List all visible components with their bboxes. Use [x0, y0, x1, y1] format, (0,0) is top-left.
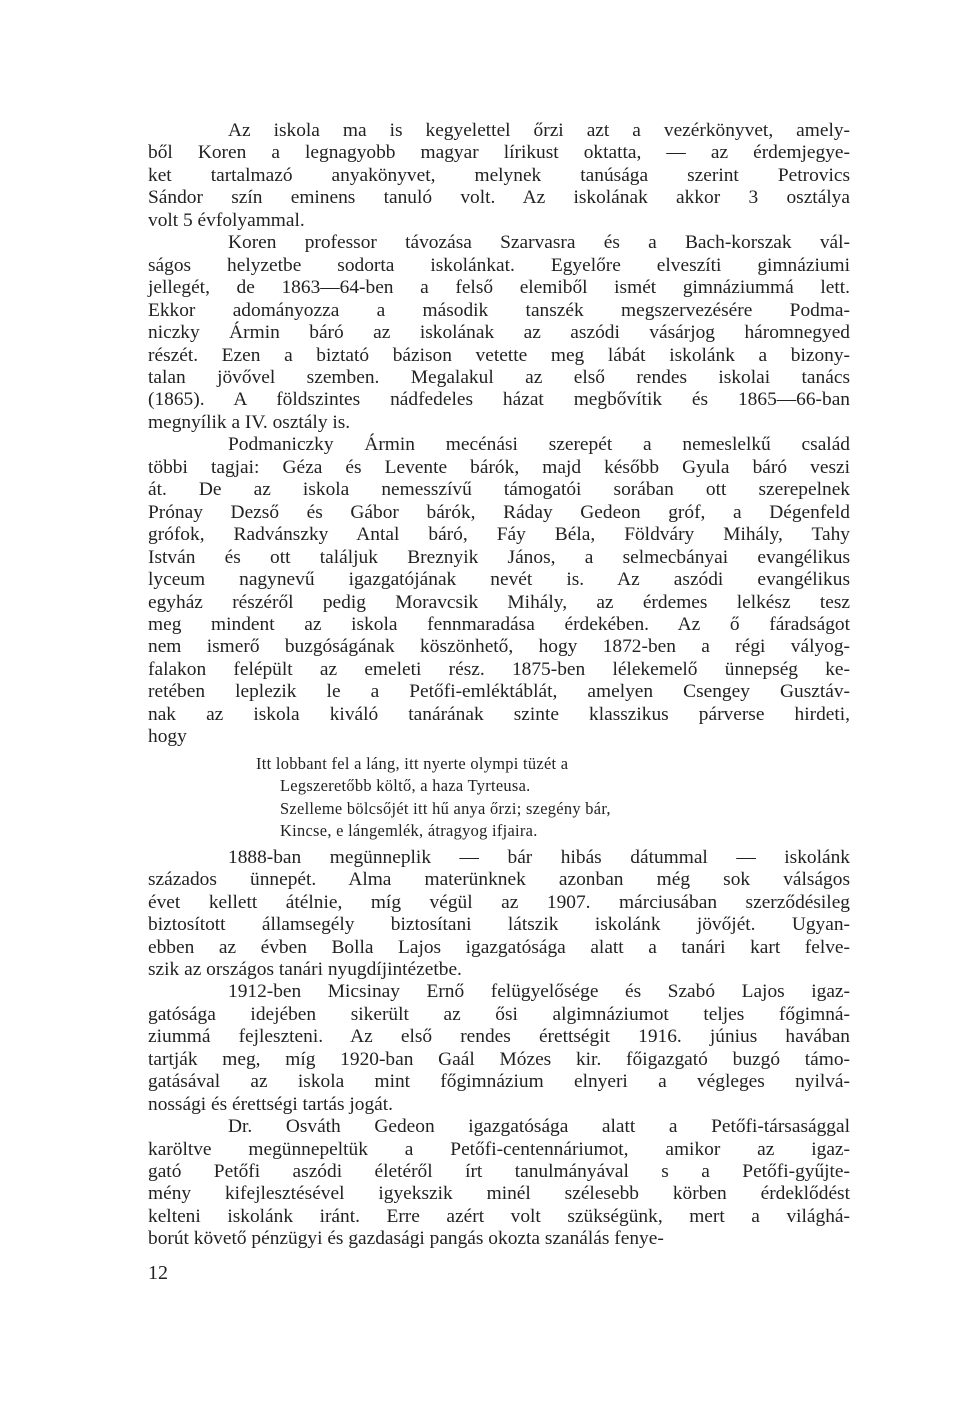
- text-line: grófok, Radvánszky Antal báró, Fáy Béla, Földváry Mihály, Tahy: [148, 524, 850, 546]
- text-line: át. De az iskola nemesszívű támogatói sorában ott szerepelnek: [148, 479, 850, 501]
- text-line: meg mindent az iskola fennmaradása érdekében. Az ő fáradságot: [148, 613, 850, 635]
- text-line: ebben az évben Bolla Lajos igazgatósága alatt a tanári kart felve-: [148, 936, 850, 958]
- text-line: Az iskola ma is kegyelettel őrzi azt a vezérkönyvet, amely-: [228, 120, 850, 141]
- text-line: 1912-ben Micsinay Ernő felügyelősége és Szabó Lajos igaz-: [228, 981, 850, 1003]
- text-line: (1865). A földszintes nádfedeles házat megbővítik és 1865—66-ban: [148, 389, 850, 411]
- paragraph: [148, 981, 850, 1116]
- poem-line: Kincse, e lángemlék, átragyog ifjaira.: [280, 821, 538, 841]
- text-line: biztosított államsegély biztosítani látszik iskolánk jövőjét. Ugyan-: [148, 914, 850, 936]
- paragraph: [148, 1116, 850, 1251]
- text-line: megnyílik a IV. osztály is.: [148, 411, 351, 433]
- text-line: Ekkor adományozza a második tanszék megszervezésére Podma-: [148, 299, 850, 321]
- text-line: ziummá fejleszteni. Az első rendes érettségit 1916. június havában: [148, 1026, 850, 1048]
- text-line: jellegét, de 1863—64-ben a felső elemiből ismét gimnáziummá lett.: [148, 277, 850, 299]
- text-line: Podmaniczky Ármin mecénási szerepét a nemeslelkű család: [228, 434, 850, 456]
- text-line: nem ismerő buzgóságának köszönhető, hogy 1872-ben a régi vályog-: [148, 636, 850, 658]
- paragraph: [148, 120, 850, 232]
- text-line: nak az iskola kiváló tanárának szinte klasszikus párverse hirdeti,: [148, 703, 850, 725]
- text-line: gatásával az iskola mint főgimnázium elnyeri a végleges nyilvá-: [148, 1071, 850, 1093]
- text-line: Koren professor távozása Szarvasra és a Bach-korszak vál-: [228, 232, 850, 254]
- text-line: százados ünnepét. Alma materünknek azonban még sok válságos: [148, 869, 850, 891]
- text-line: szik az országos tanári nyugdíjintézetbe.: [148, 958, 462, 980]
- poem-quote: [148, 753, 850, 843]
- paragraph: [148, 847, 850, 982]
- text-line: falakon felépült az emeleti rész. 1875-ben lélekemelő ünnepség ke-: [148, 658, 850, 680]
- text-line: lyceum nagynevű igazgatójának nevét is. Az aszódi evangélikus: [148, 569, 850, 591]
- text-line: karöltve megünnepeltük a Petőfi-centennáriumot, amikor az igaz-: [148, 1138, 850, 1160]
- text-line: gató Petőfi aszódi életéről írt tanulmányával s a Petőfi-gyűjte-: [148, 1161, 850, 1183]
- text-line: volt 5 évfolyammal.: [148, 209, 305, 231]
- text-line: ből Koren a legnagyobb magyar lírikust oktatta, — az érdemjegye-: [148, 142, 850, 164]
- page-number: 12: [148, 1262, 168, 1284]
- text-line: Dr. Osváth Gedeon igazgatósága alatt a Petőfi-társasággal: [228, 1116, 850, 1138]
- text-line: részét. Ezen a biztató bázison vetette meg lábát iskolánk a bizony-: [148, 344, 850, 366]
- text-line: tartják meg, míg 1920-ban Gaál Mózes kir. főigazgató buzgó támo-: [148, 1048, 850, 1070]
- text-line: gatósága idejében sikerült az ősi algimnáziumot teljes főgimná-: [148, 1003, 850, 1025]
- text-line: egyház részéről pedig Moravcsik Mihály, az érdemes lelkész tesz: [148, 591, 850, 613]
- text-line: niczky Ármin báró az iskolának az aszódi vásárjog háromnegyed: [148, 322, 850, 344]
- text-line: évet kellett átélnie, míg végül az 1907. márciusában szerződésileg: [148, 891, 850, 913]
- paragraph: [148, 232, 850, 434]
- text-line: talan jövővel szemben. Megalakul az első rendes iskolai tanács: [148, 366, 850, 388]
- paragraph: [148, 434, 850, 748]
- text-line: Sándor szín eminens tanuló volt. Az iskolának akkor 3 osztálya: [148, 187, 850, 209]
- text-line: többi tagjai: Géza és Levente bárók, majd később Gyula báró veszi: [148, 456, 850, 478]
- text-line: borút követő pénzügyi és gazdasági pangás okozta szanálás fenye-: [148, 1228, 664, 1250]
- poem-line: Szelleme bölcsőjét itt hű anya őrzi; szegény bár,: [280, 798, 611, 818]
- body-text: [148, 120, 850, 1251]
- text-line: ket tartalmazó anyakönyvet, melynek tanúsága szerint Petrovics: [148, 164, 850, 186]
- text-line: Prónay Dezső és Gábor bárók, Ráday Gedeon gróf, a Dégenfeld: [148, 501, 850, 523]
- poem-line: Legszeretőbb költő, a haza Tyrteusa.: [280, 776, 531, 796]
- text-line: kelteni iskolánk iránt. Erre azért volt szükségünk, mert a világhá-: [148, 1205, 850, 1227]
- text-line: 1888-ban megünneplik — bár hibás dátummal — iskolánk: [228, 846, 850, 868]
- text-line: mény kifejlesztésével igyekszik minél szélesebb körben érdeklődést: [148, 1183, 850, 1205]
- text-line: retében leplezik le a Petőfi-emléktáblát, amelyen Csengey Gusztáv-: [148, 681, 850, 703]
- text-line: hogy: [148, 726, 187, 748]
- poem-line: Itt lobbant fel a láng, itt nyerte olympi tüzét a: [256, 753, 569, 773]
- text-line: ságos helyzetbe sodorta iskolánkat. Egyelőre elveszíti gimnáziumi: [148, 254, 850, 276]
- text-line: nossági és érettségi tartás jogát.: [148, 1093, 394, 1115]
- text-line: István és ott találjuk Breznyik János, a selmecbányai evangélikus: [148, 546, 850, 568]
